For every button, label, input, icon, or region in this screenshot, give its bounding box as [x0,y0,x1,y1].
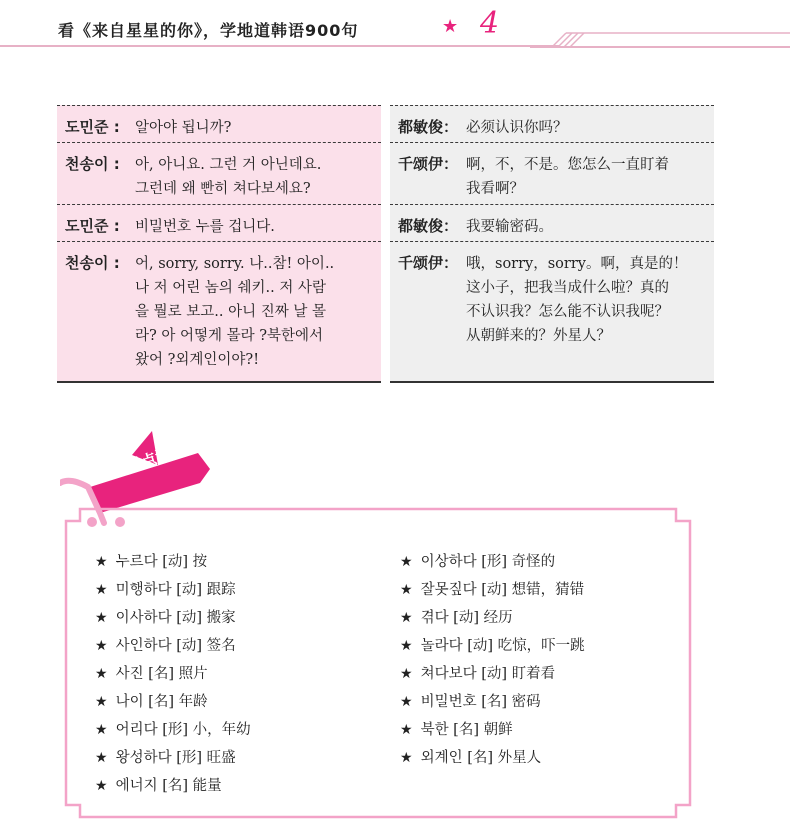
chinese-dialogue [390,105,714,381]
vocab-item: ★ 어리다 [形] 小，年幼 [95,722,251,738]
dialogue-row [57,241,381,381]
dialogue-line: 我看啊？ [466,181,524,197]
dialogue-line: 必须认识你吗？ [466,120,568,136]
dialogue-line: 을 뭘로 보고.. 아니 진짜 날 몰 [135,304,326,320]
dialogue-row [57,142,381,204]
dialogue-row [390,142,714,204]
speaker-label: 千颂伊： [398,254,459,272]
page-header [0,0,800,60]
dialogue-line: 我要输密码。 [466,219,553,235]
dialogue-line: 不认识我？怎么能不认识我呢？ [466,304,669,320]
star-icon: ★ [400,694,413,710]
speaker-label: 천송이 : [65,155,120,173]
dialogue-line: 알아야 됩니까? [135,120,232,136]
book-title: 看《来自星星的你》，学地道韩语900句 [58,21,359,40]
star-icon: ★ [95,778,108,794]
star-icon: ★ [95,554,108,570]
dialogue-bottom-rule [390,381,714,383]
vocab-item: ★ 사진 [名] 照片 [95,666,208,682]
dialogue-line: 啊，不，不是。您怎么一直盯着 [466,157,669,173]
header-divider [0,45,560,47]
dialogue-line: 아, 아니요. 그런 거 아닌데요. [135,157,322,173]
vocab-item: ★ 이사하다 [动] 搬家 [95,610,236,626]
star-icon: ★ [95,610,108,626]
star-icon: ★ [400,750,413,766]
vocab-item: ★ 겪다 [动] 经历 [400,610,513,626]
header-slash-decoration [530,27,790,51]
dialogue-row [57,105,381,142]
star-icon: ★ [95,666,108,682]
vocab-item: ★ 왕성하다 [形] 旺盛 [95,750,236,766]
speaker-label: 千颂伊： [398,155,459,173]
star-icon: ★ [442,16,459,37]
star-icon: ★ [95,750,108,766]
vocab-badge-label: 重点词汇 [124,440,188,476]
dialogue-line: 어, sorry, sorry. 나..참! 아이.. [135,256,335,272]
vocab-item: ★ 누르다 [动] 按 [95,554,208,570]
vocab-item: ★ 비밀번호 [名] 密码 [400,694,541,710]
vocab-item: ★ 이상하다 [形] 奇怪的 [400,554,556,570]
star-icon: ★ [95,638,108,654]
star-icon: ★ [400,638,413,654]
star-icon: ★ [400,582,413,598]
dialogue-line: 왔어 ?외계인이야?! [135,352,260,368]
star-icon: ★ [400,554,413,570]
dialogue-line: 哦，sorry，sorry。啊，真是的！ [466,256,688,272]
star-icon: ★ [400,666,413,682]
dialogue-line: 从朝鲜来的？外星人？ [466,328,611,344]
vocab-item: ★ 잘못짚다 [动] 想错，猜错 [400,582,585,598]
dialogue-line: 나 저 어린 놈의 쉐키.. 저 사람 [135,280,326,296]
korean-dialogue [57,105,381,381]
vocab-item: ★ 에너지 [名] 能量 [95,778,222,794]
vocab-item: ★ 북한 [名] 朝鲜 [400,722,513,738]
speaker-label: 都敏俊： [398,118,459,136]
speaker-label: 도민준 : [65,217,120,235]
dialogue-row [390,105,714,142]
vocab-item: ★ 쳐다보다 [动] 盯着看 [400,666,556,682]
dialogue-line: 그런데 왜 빤히 쳐다보세요? [135,181,311,197]
dialogue-bottom-rule [57,381,381,383]
vocab-item: ★ 나이 [名] 年龄 [95,694,208,710]
star-icon: ★ [400,610,413,626]
star-icon: ★ [95,582,108,598]
dialogue-row [390,241,714,381]
vocab-item: ★ 미행하다 [动] 跟踪 [95,582,236,598]
vocab-item: ★ 사인하다 [动] 签名 [95,638,236,654]
star-icon: ★ [400,722,413,738]
dialogue-line: 비밀번호 누를 겁니다. [135,219,275,235]
dialogue-line: 라? 아 어떻게 몰라 ?북한에서 [135,328,324,344]
vocab-item: ★ 외계인 [名] 外星人 [400,750,542,766]
speaker-label: 도민준 : [65,118,120,136]
star-icon: ★ [95,694,108,710]
chapter-number: 4 [480,6,500,41]
dialogue-row [57,204,381,241]
dialogue-line: 这小子，把我当成什么啦？真的 [466,280,669,296]
speaker-label: 천송이 : [65,254,120,272]
dialogue-row [390,204,714,241]
speaker-label: 都敏俊： [398,217,459,235]
vocab-item: ★ 놀라다 [动] 吃惊，吓一跳 [400,638,585,654]
star-icon: ★ [95,722,108,738]
